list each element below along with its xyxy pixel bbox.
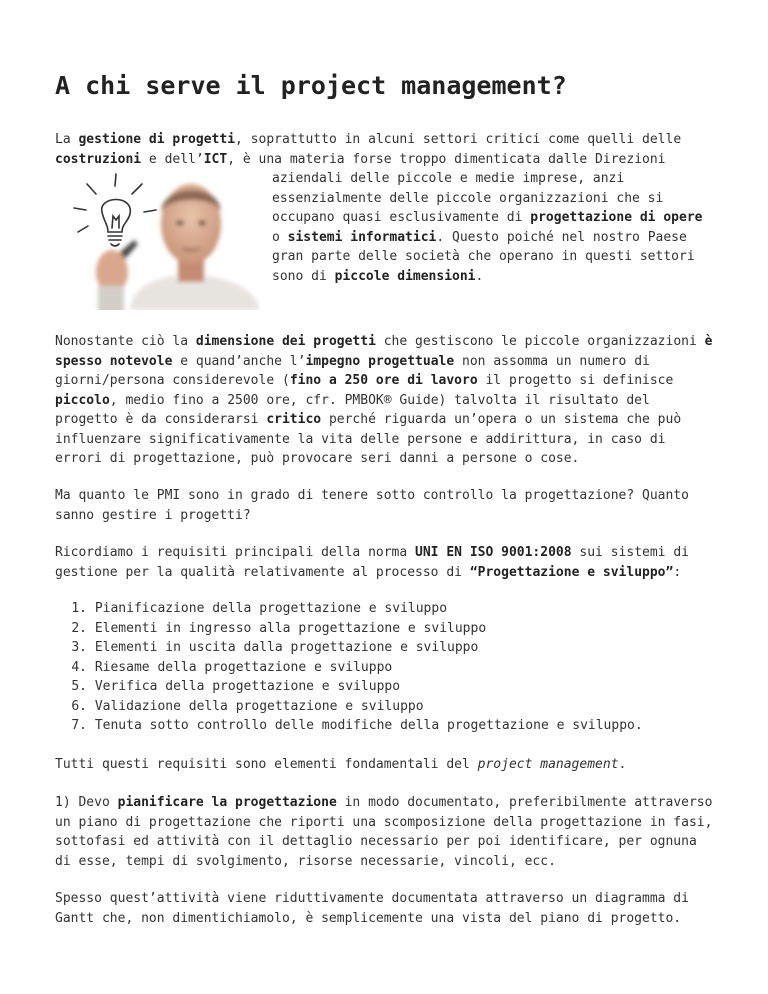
p2-line-4: piccolo, medio fino a 2500 ore, cfr. PMBOK® Guide) talvolta il risultato del xyxy=(55,392,650,408)
p2-line-2: spesso notevole e quand’anche l’impegno progettuale non assomma un numero di xyxy=(55,353,650,369)
p6-line-4: di esse, tempi di svolgimento, risorse necessarie, vincoli, ecc. xyxy=(55,853,556,869)
p2-line-3: giorni/persona considerevole (fino a 250 ore di lavoro il progetto si definisce xyxy=(55,373,674,388)
p2-line-1: Nonostante ciò la dimensione dei progetti che gestiscono le piccole organizzazioni è xyxy=(55,334,713,349)
p6-line-3: sottofasi ed attività con il dettaglio necessario per poi identificare, per ognuna xyxy=(55,834,697,849)
p4-line-1: Ricordiamo i requisiti principali della norma UNI EN ISO 9001:2008 sui sistemi di xyxy=(55,545,689,560)
list-item: 2. Elementi in ingresso alla progettazione e sviluppo xyxy=(71,620,487,636)
p2-line-6: influenzare significativamente la vita delle persone e addirittura, in caso di xyxy=(55,431,666,447)
list-item: 4. Riesame della progettazione e sviluppo xyxy=(71,659,393,675)
page-title: A chi serve il project management? xyxy=(55,71,567,100)
intro-line-3: aziendali delle piccole e medie imprese, anzi xyxy=(272,171,625,186)
man-with-lightbulb-image xyxy=(60,168,260,310)
p3-line-2: sanno gestire i progetti? xyxy=(55,507,251,523)
p2-line-7: errori di progettazione, può provocare seri danni a persone o cose. xyxy=(55,451,580,466)
list-item: 3. Elementi in uscita dalla progettazione e sviluppo xyxy=(71,640,479,655)
p6-line-2: un piano di progettazione che riporti una scomposizione della progettazione in fasi, xyxy=(55,814,713,830)
list-item: 1. Pianificazione della progettazione e sviluppo xyxy=(71,601,448,616)
intro-line-8: sono di piccole dimensioni. xyxy=(272,268,484,284)
intro-line-2: costruzioni e dell’ICT, è una materia forse troppo dimenticata dalle Direzioni xyxy=(55,151,666,167)
intro-line-4: essenzialmente delle piccole organizzazioni che si xyxy=(272,190,664,206)
p5-line-1: Tutti questi requisiti sono elementi fondamentali del project management. xyxy=(55,757,627,772)
p7-line-2: Gantt che, non dimentichiamolo, è semplicemente una vista del piano di progetto. xyxy=(55,910,682,926)
lightbulb-illustration-icon xyxy=(60,168,260,310)
intro-line-6: o sistemi informatici. Questo poiché nel nostro Paese xyxy=(272,229,687,245)
p4-line-2: gestione per la qualità relativamente al processo di “Progettazione e sviluppo”: xyxy=(55,564,682,580)
requirements-list xyxy=(55,599,643,736)
list-item: 6. Validazione della progettazione e sviluppo xyxy=(71,698,424,714)
p3-line-1: Ma quanto le PMI sono in grado di tenere sotto controllo la progettazione? Quanto xyxy=(55,488,689,503)
p2-line-5: progetto è da considerarsi critico perché riguarda un’opera o un sistema che può xyxy=(55,412,682,427)
intro-line-5: occupano quasi esclusivamente di progettazione di opere xyxy=(272,210,703,225)
p7-line-1: Spesso quest’attività viene riduttivamente documentata attraverso un diagramma di xyxy=(55,891,689,906)
intro-line-7: gran parte delle società che operano in questi settori xyxy=(272,249,695,264)
intro-line-1: La gestione di progetti, soprattutto in alcuni settori critici come quelli delle xyxy=(55,132,682,147)
p6-line-1: 1) Devo pianificare la progettazione in modo documentato, preferibilmente attraverso xyxy=(55,795,713,810)
list-item: 5. Verifica della progettazione e sviluppo xyxy=(71,679,401,694)
list-item: 7. Tenuta sotto controllo delle modifiche della progettazione e sviluppo. xyxy=(71,718,643,733)
